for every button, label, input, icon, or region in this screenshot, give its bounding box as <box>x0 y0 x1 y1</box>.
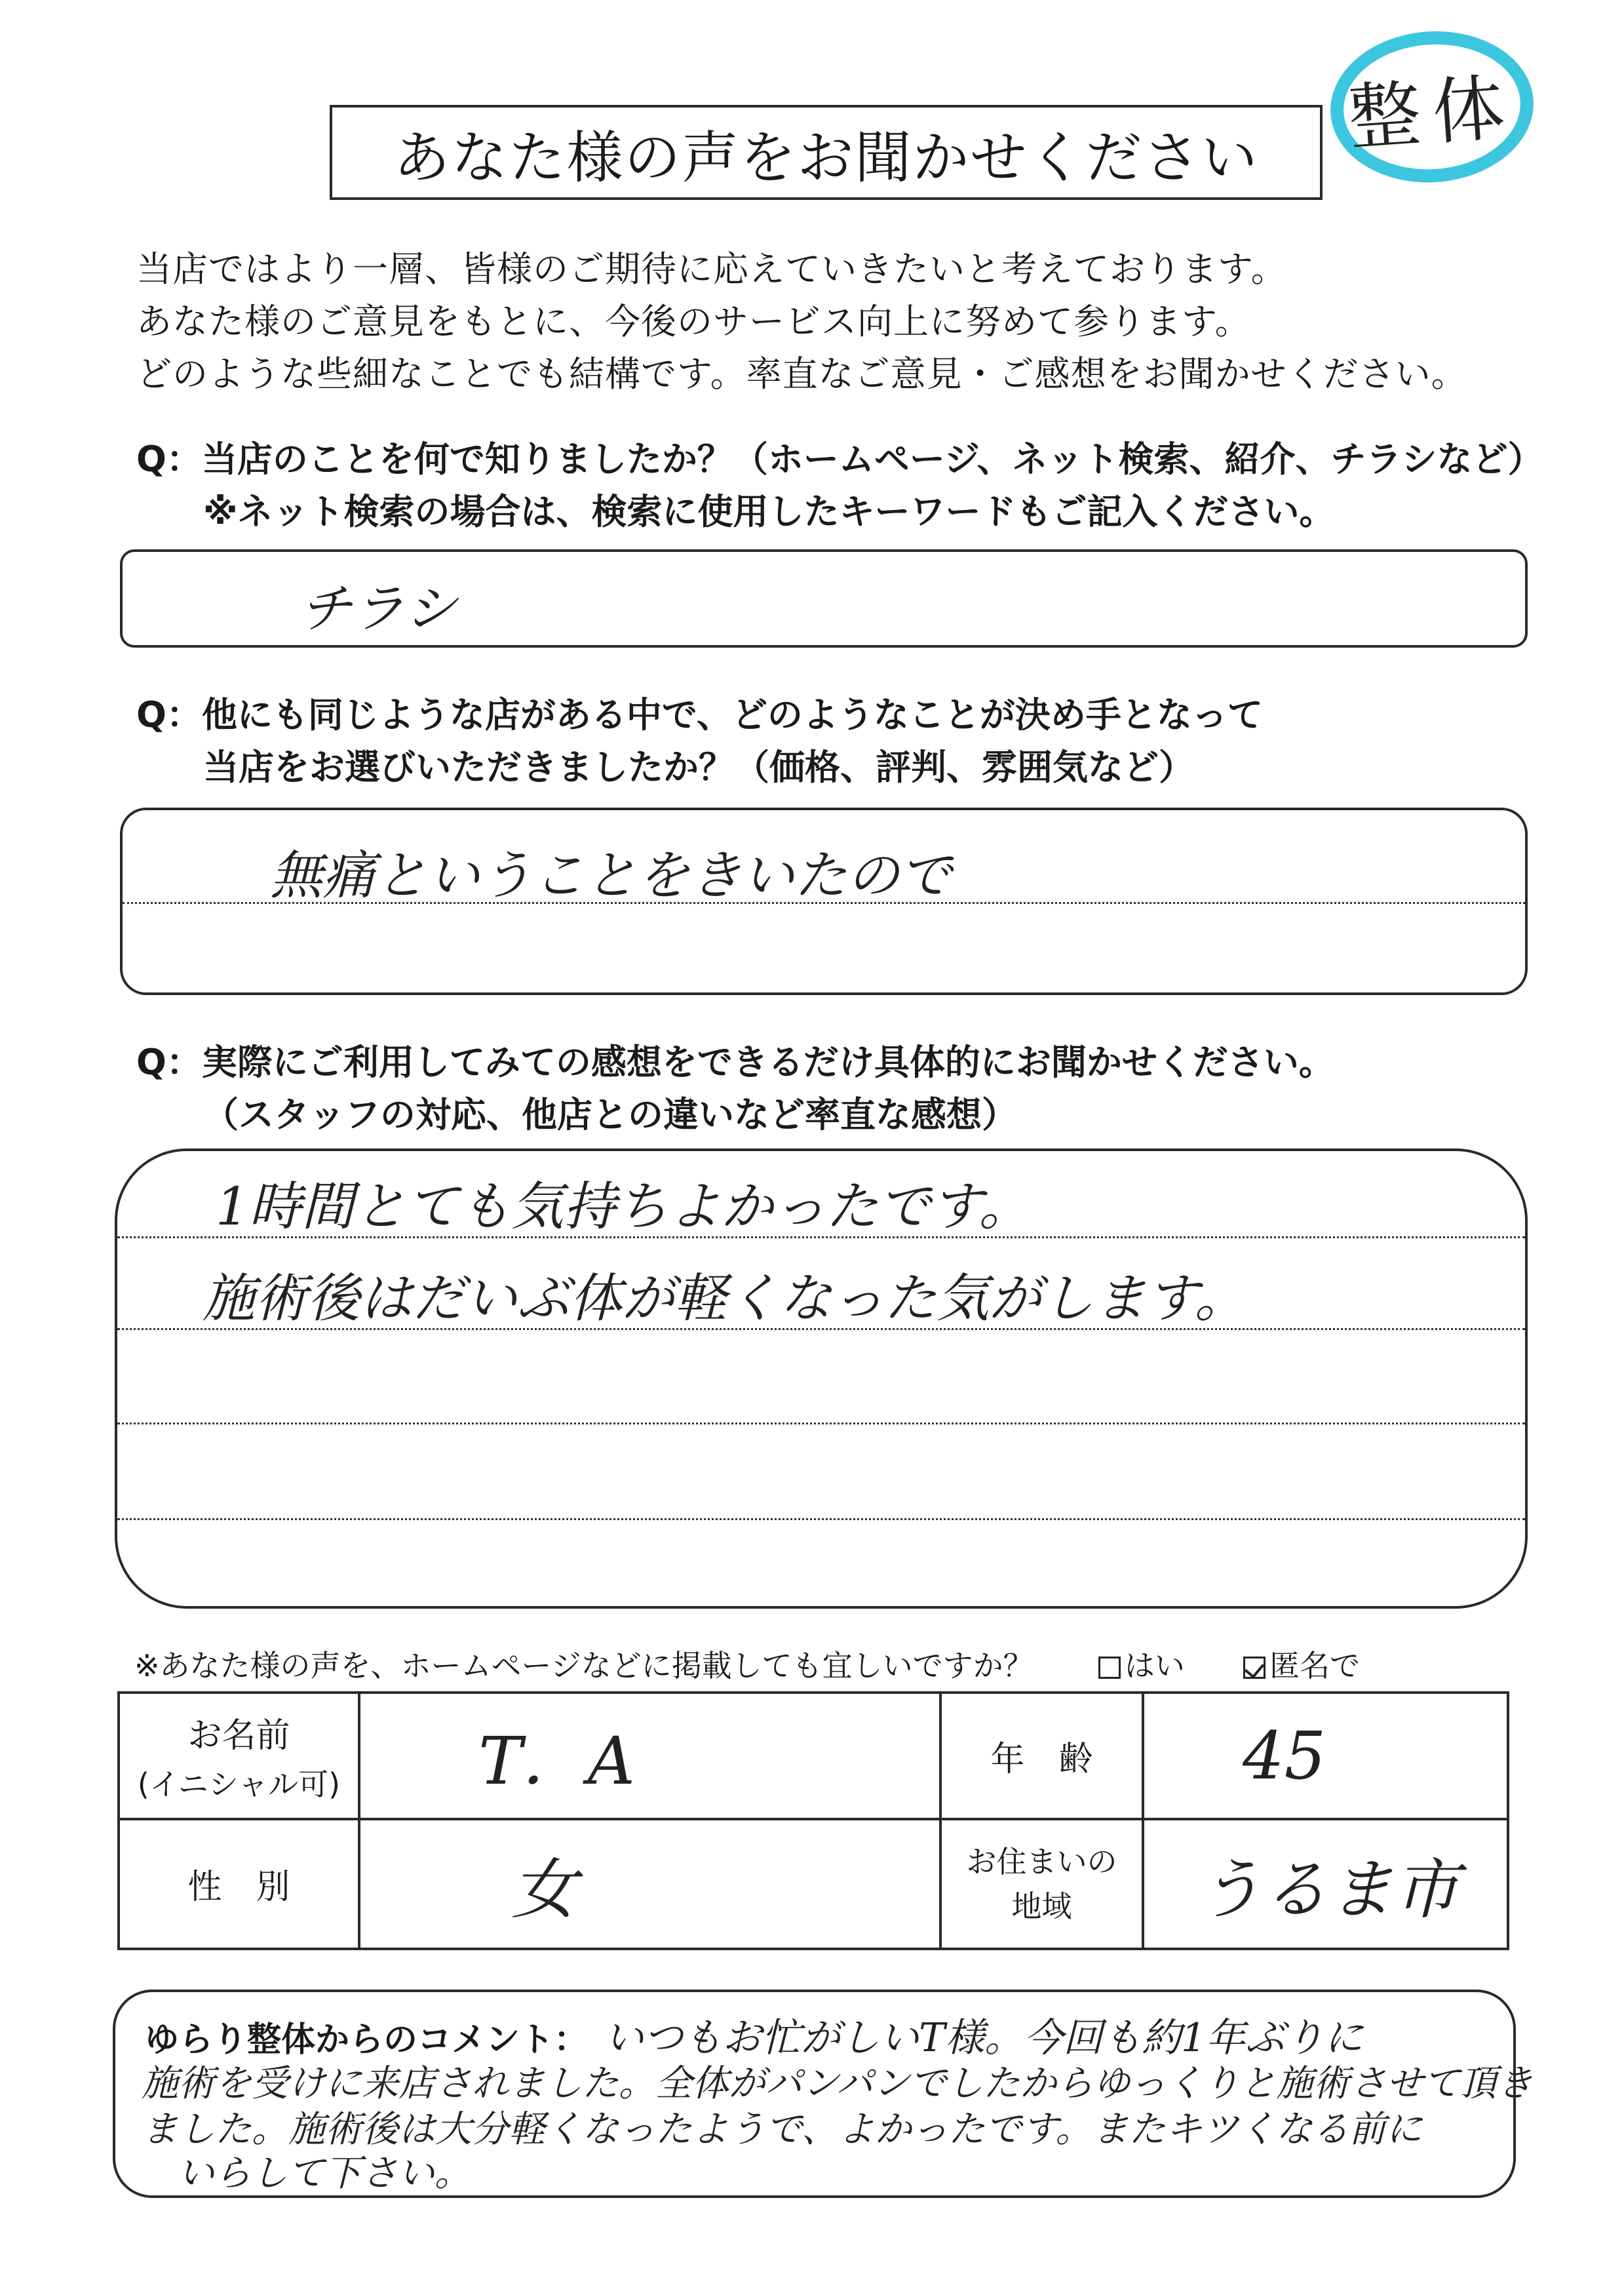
q2-question-cont: 当店をお選びいただきましたか？（価格、評判、雰囲気など） <box>203 747 1194 788</box>
q1-note: ※ネット検索の場合は、検索に使用したキーワードもご記入ください。 <box>203 491 1335 532</box>
age-value[interactable]: 45 <box>1143 1693 1508 1819</box>
area-label-cell <box>940 1819 1143 1949</box>
q3-answer-box[interactable] <box>115 1148 1528 1609</box>
category-badge: 整体 <box>1325 24 1538 189</box>
comment-line-4: いらして下さい。 <box>178 2152 471 2195</box>
page-title: あなた様の声をお聞かせください <box>330 105 1323 200</box>
gender-label: 性 別 <box>119 1819 359 1949</box>
staff-comment-box <box>113 1990 1534 2198</box>
age-label: 年 齢 <box>940 1693 1143 1819</box>
q1-question: Q：当店のことを何で知りましたか？（ホームページ、ネット検索、紹介、チラシなど） <box>136 439 1543 480</box>
q3-note: （スタッフの対応、他店との違いなど率直な感想） <box>203 1094 1017 1135</box>
comment-line-2: 施術を受けに来店されました。全体がパンパンでしたからゆっくりと施術させて頂き <box>142 2062 1534 2105</box>
q1-answer-box[interactable] <box>120 549 1528 648</box>
area-label-line-1: お住まいの <box>966 1843 1117 1879</box>
gender-value[interactable]: 女 <box>359 1819 940 1949</box>
q3-answer-line-1: 1時間とても気持ちよかったです。 <box>216 1176 1032 1237</box>
area-value[interactable]: うるま市 <box>1143 1819 1508 1949</box>
profile-table <box>117 1691 1509 1950</box>
consent-yes-option[interactable]: はい <box>1098 1648 1185 1683</box>
consent-anon-option[interactable]: 匿名で <box>1243 1648 1360 1683</box>
q3-answer-line-2: 施術後はだいぶ体が軽くなった気がします。 <box>203 1268 1247 1329</box>
checked-checkbox-icon[interactable] <box>1243 1657 1266 1679</box>
area-label-line-2: 地域 <box>1011 1888 1072 1924</box>
comment-line-1: いつもお忙がしいT様。今回も約1年ぶりに <box>604 2015 1364 2061</box>
consent-question: ※あなた様の声を、ホームページなどに掲載しても宜しいですか？ <box>134 1648 1034 1683</box>
checkbox-icon[interactable] <box>1098 1657 1121 1679</box>
q2-answer: 無痛ということをきいたので <box>270 845 952 906</box>
q1-answer: チラシ <box>300 578 457 639</box>
name-label: お名前 <box>187 1716 290 1756</box>
q3-question: Q：実際にご利用してみての感想をできるだけ具体的にお聞かせください。 <box>136 1042 1334 1083</box>
intro-line-2: あなた様のご意見をもとに、今後のサービス向上に努めて参ります。 <box>136 301 1251 342</box>
q2-question: Q：他にも同じような店がある中で、どのようなことが決め手となって <box>136 694 1263 736</box>
q3-ruled-line <box>117 1422 1525 1424</box>
intro-line-3: どのような些細なことでも結構です。率直なご意見・ご感想をお聞かせください。 <box>136 353 1467 395</box>
comment-line-3: ました。施術後は大分軽くなったようで、よかったです。またキツくなる前に <box>142 2108 1423 2151</box>
q2-answer-box[interactable] <box>120 808 1528 995</box>
consent-row <box>134 1642 1360 1685</box>
comment-heading: ゆらり整体からのコメント： <box>145 2020 589 2060</box>
name-sub-label: (イニシャル可) <box>137 1766 341 1802</box>
q3-ruled-line <box>117 1518 1525 1520</box>
intro-line-1: 当店ではより一層、皆様のご期待に応えていきたいと考えております。 <box>136 248 1287 290</box>
name-value[interactable]: T．A <box>359 1693 940 1819</box>
name-label-cell <box>119 1693 359 1819</box>
